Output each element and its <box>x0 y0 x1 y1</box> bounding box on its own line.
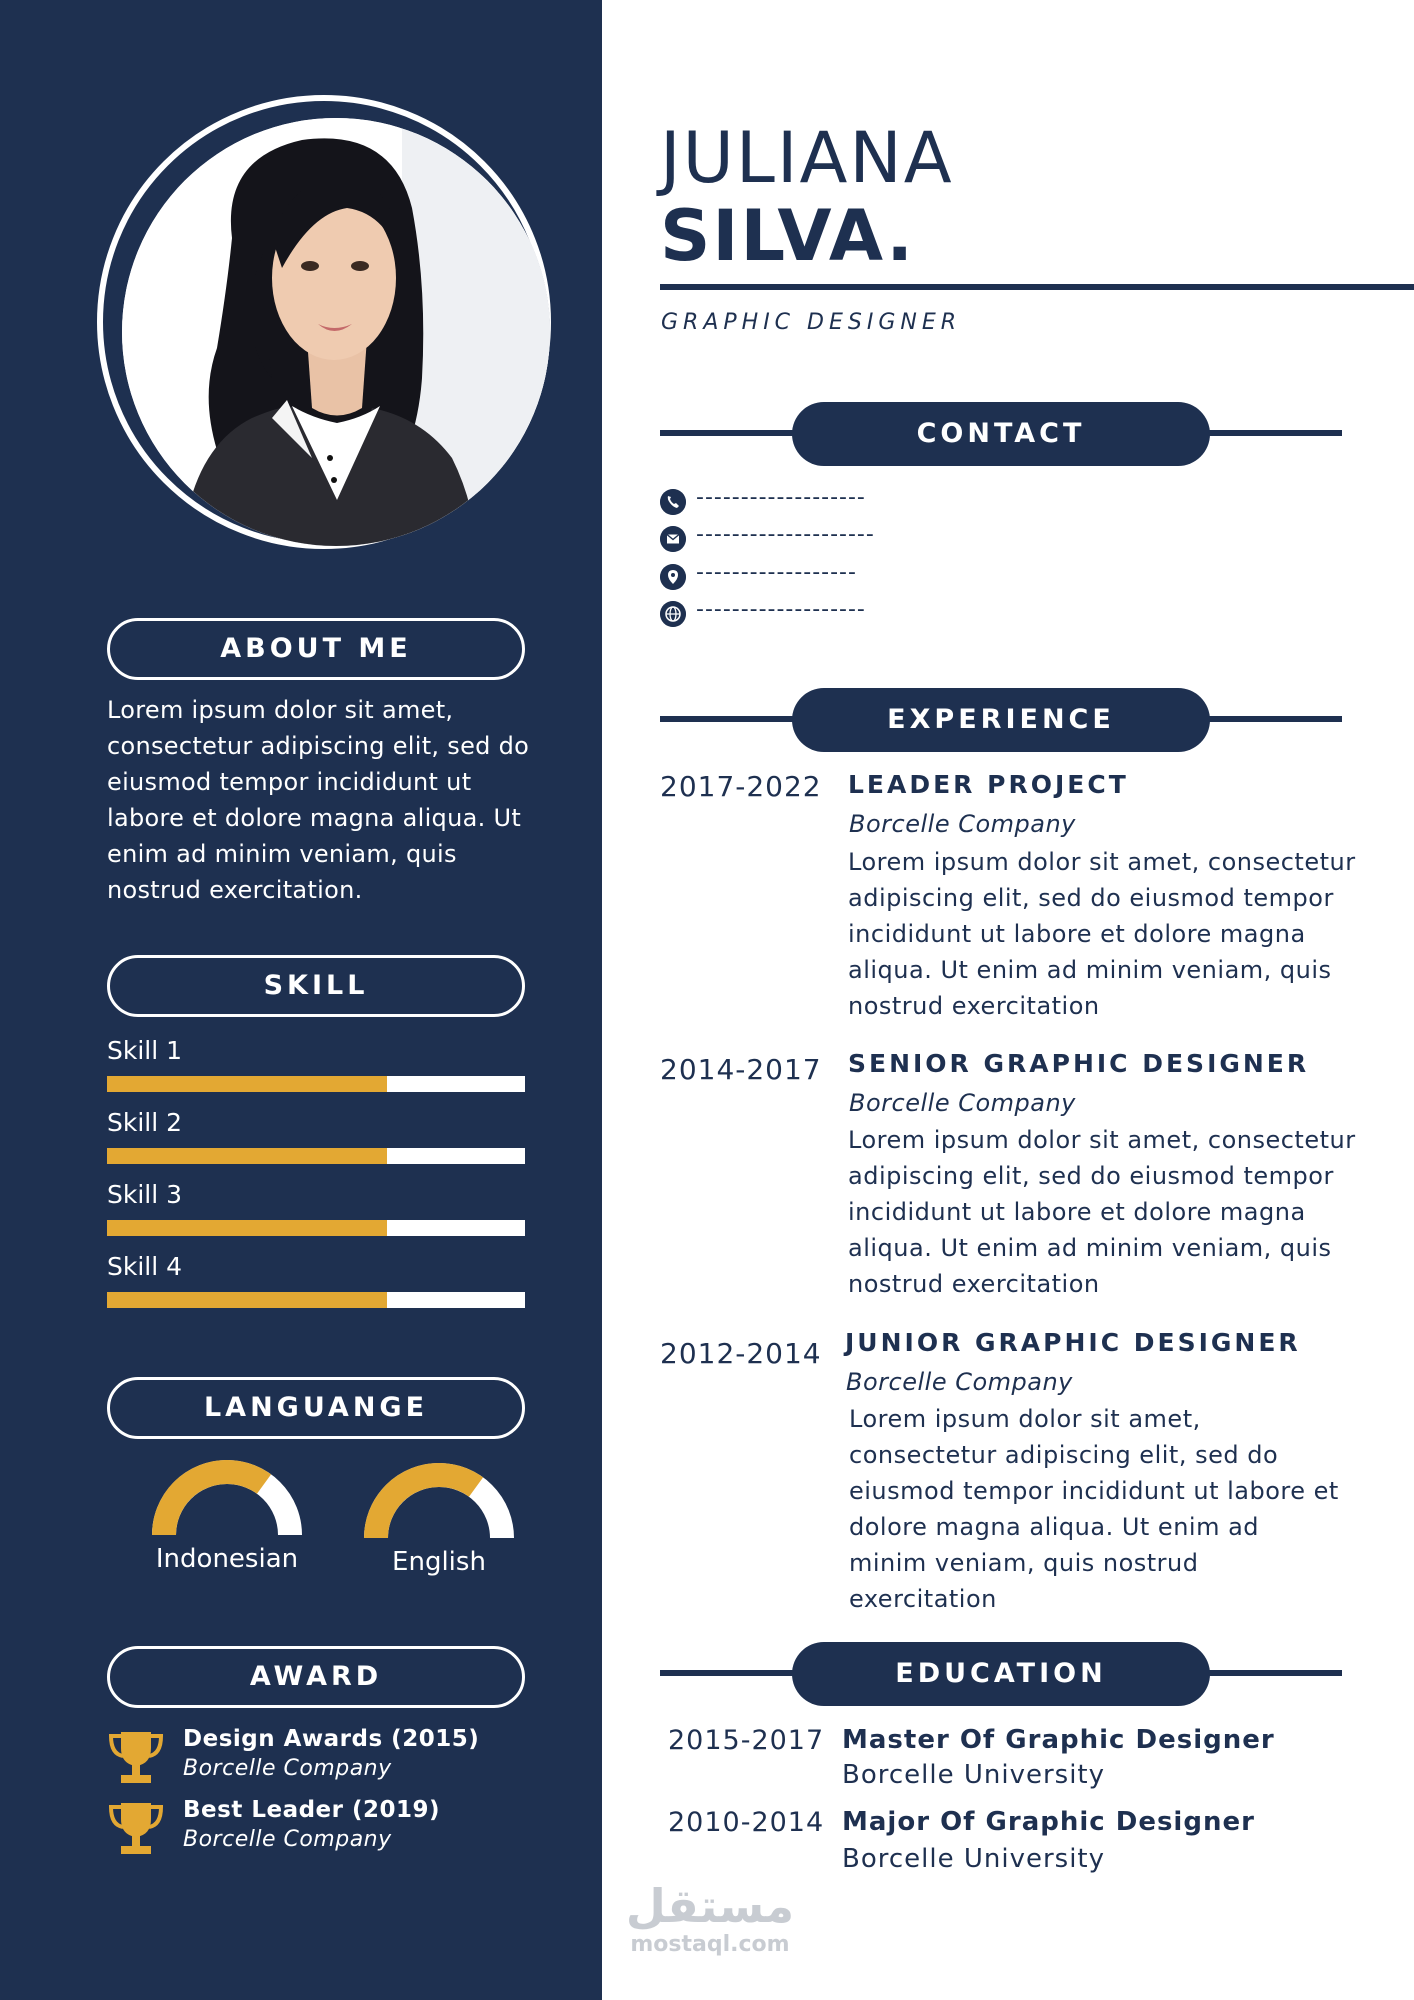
language-label: English <box>392 1547 486 1577</box>
education-heading: EDUCATION <box>792 1642 1210 1706</box>
experience-description: Lorem ipsum dolor sit amet, consectetur adipiscing elit, sed do eiusmod tempor incididunt ut labore et dolore magna aliqua. Ut enim ad minim veniam, quis nostrud exercitation <box>849 1405 1339 1613</box>
experience-company: Borcelle Company <box>849 1089 1076 1117</box>
award-heading: AWARD <box>107 1646 525 1708</box>
award-title: Best Leader (2019) <box>183 1797 441 1823</box>
skill-bar-fill <box>107 1292 387 1308</box>
email-icon <box>660 526 686 552</box>
experience-years: 2012-2014 <box>660 1337 822 1370</box>
globe-icon <box>660 601 686 627</box>
trophy-icon <box>107 1799 165 1857</box>
skill-bar <box>107 1220 525 1236</box>
skill-bar-fill <box>107 1076 387 1092</box>
skill-label: Skill 2 <box>107 1108 183 1137</box>
experience-years: 2014-2017 <box>660 1053 822 1086</box>
language-heading: LANGUANGE <box>107 1377 525 1439</box>
person-portrait-image <box>122 118 550 546</box>
watermark-domain: mostaql.com <box>630 1932 790 1957</box>
skill-label: Skill 4 <box>107 1252 183 1281</box>
about-text: Lorem ipsum dolor sit amet, consectetur adipiscing elit, sed do eiusmod tempor incididunt ut labore et dolore magna aliqua. Ut enim ad minim veniam, quis nostrud exercitation. <box>107 696 530 904</box>
trophy-icon <box>107 1728 165 1786</box>
education-degree: Major Of Graphic Designer <box>842 1807 1255 1837</box>
phone-icon <box>660 489 686 515</box>
award-subtitle: Borcelle Company <box>183 1756 392 1781</box>
experience-company: Borcelle Company <box>849 810 1076 838</box>
award-title: Design Awards (2015) <box>183 1726 480 1752</box>
education-school: Borcelle University <box>842 1844 1106 1874</box>
gauge-arc <box>152 1460 302 1538</box>
contact-value: -------------------- <box>696 522 875 547</box>
location-icon <box>660 564 686 590</box>
experience-heading: EXPERIENCE <box>792 688 1210 752</box>
watermark-arabic: مستقل <box>625 1879 795 1933</box>
education-section-header <box>660 1642 1342 1706</box>
sidebar <box>0 0 602 2000</box>
experience-years: 2017-2022 <box>660 770 822 803</box>
experience-title: JUNIOR GRAPHIC DESIGNER <box>845 1328 1301 1357</box>
skill-item <box>107 1036 525 1092</box>
experience-company: Borcelle Company <box>846 1368 1073 1396</box>
award-item <box>107 1797 557 1861</box>
experience-title: LEADER PROJECT <box>848 770 1129 799</box>
education-school: Borcelle University <box>842 1760 1106 1790</box>
skill-bar <box>107 1148 525 1164</box>
first-name: JULIANA <box>660 117 954 199</box>
skill-bar <box>107 1292 525 1308</box>
contact-heading: CONTACT <box>792 402 1210 466</box>
experience-description: Lorem ipsum dolor sit amet, consectetur adipiscing elit, sed do eiusmod tempor incididunt ut labore et dolore magna aliqua. Ut enim ad minim veniam, quis nostrud exercitation <box>848 848 1356 1020</box>
education-years: 2015-2017 <box>668 1725 825 1756</box>
award-item <box>107 1726 557 1790</box>
gauge-arc <box>364 1463 514 1541</box>
contact-value: ------------------- <box>696 485 866 510</box>
award-subtitle: Borcelle Company <box>183 1827 392 1852</box>
skill-heading: SKILL <box>107 955 525 1017</box>
education-degree: Master Of Graphic Designer <box>842 1725 1275 1755</box>
language-label: Indonesian <box>155 1544 299 1574</box>
name-divider <box>660 284 1414 290</box>
experience-section-header <box>660 688 1342 752</box>
contact-value: ------------------ <box>696 560 857 585</box>
skill-label: Skill 3 <box>107 1180 183 1209</box>
profile-photo <box>94 90 554 550</box>
experience-description: Lorem ipsum dolor sit amet, consectetur adipiscing elit, sed do eiusmod tempor incididunt ut labore et dolore magna aliqua. Ut enim ad minim veniam, quis nostrud exercitation <box>848 1126 1356 1298</box>
job-title: GRAPHIC DESIGNER <box>661 310 962 335</box>
skill-bar-fill <box>107 1148 387 1164</box>
language-gauge <box>132 1460 322 1574</box>
skill-item <box>107 1180 525 1236</box>
contact-section-header <box>660 402 1342 466</box>
about-heading: ABOUT ME <box>107 618 525 680</box>
skill-item <box>107 1252 525 1308</box>
skill-bar-fill <box>107 1220 387 1236</box>
skill-bar <box>107 1076 525 1092</box>
contact-value: ------------------- <box>696 597 866 622</box>
language-gauge <box>344 1463 534 1577</box>
experience-title: SENIOR GRAPHIC DESIGNER <box>848 1049 1310 1078</box>
education-years: 2010-2014 <box>668 1807 825 1838</box>
avatar <box>122 118 550 546</box>
skill-label: Skill 1 <box>107 1036 183 1065</box>
watermark <box>620 1880 800 1958</box>
skill-item <box>107 1108 525 1164</box>
last-name: SILVA. <box>660 195 915 277</box>
